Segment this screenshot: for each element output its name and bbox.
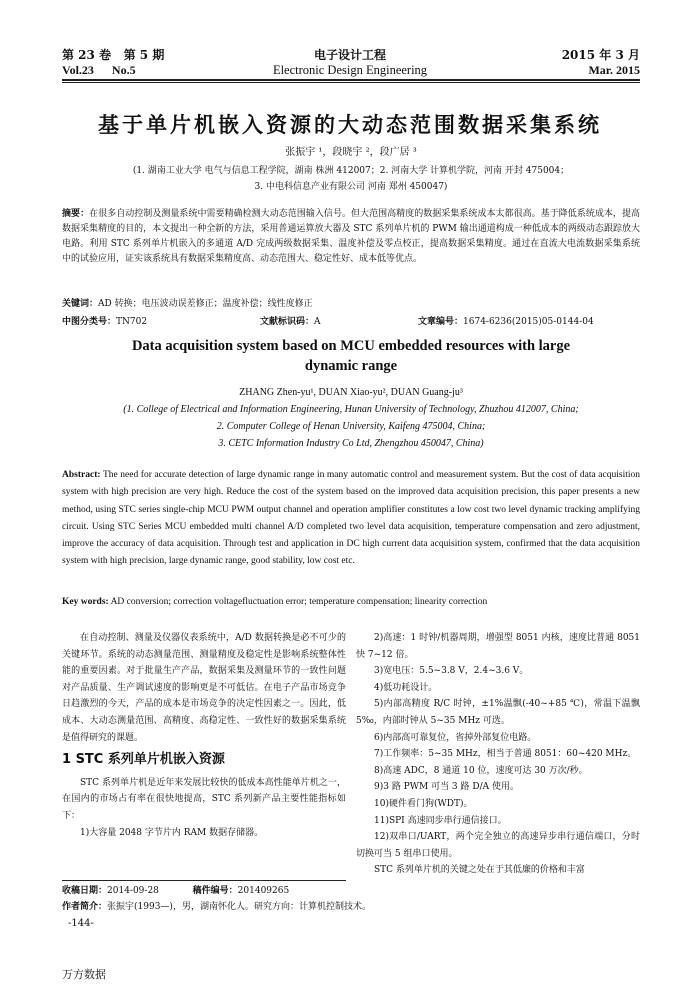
abstract-en-text: The need for accurate detection of large dynamic range in many automatic control and measurement system. But the cost of data acquisition system with high precision are very high. Reduce the cost of the system based on the improved data acquisition precision, this paper presents a new method, using STC series single-chip MCU PWM output channel and operation amplifier constitutes a low cost two level dynamic tracking amplifying circuit. Using STC Series MCU embedded multi channel A/D completed two level data acquisition, temperature compensation and zero adjustment, improve the accuracy of data acquisition. Through test and application in DC high current data acquisition system, confirmed that the data acquisition system with high precision, large dynamic range, good stability, low cost etc. (62, 470, 640, 567)
abstract-en (62, 467, 640, 571)
journal-name-cn: 电子设计工程 (313, 48, 386, 62)
spec-item-11: 11)SPI 高速同步串行通信接口。 (374, 815, 507, 826)
watermark-text: 万方数据 (62, 968, 106, 981)
bio-text: 张振宇(1993—)，男，湖南怀化人。研究方向：计算机控制技术。 (107, 902, 371, 912)
page-number: -144- (68, 918, 94, 929)
header-volume-cn: 第 23 卷 第 5 期 (62, 48, 165, 62)
keywords-cn (62, 297, 640, 312)
right-column (356, 630, 640, 879)
spec-item-9: 9)3 路 PWM 可当 3 路 D/A 使用。 (374, 782, 519, 793)
spec-item-8: 8)高速 ADC，8 通道 10 位，速度可达 30 万次/秒。 (374, 765, 588, 776)
manuscript-no: 201409265 (237, 886, 290, 896)
spec-item-7: 7)工作频率：5~35 MHz，相当于普通 8051：60~420 MHz。 (374, 749, 637, 760)
affiliation-en-3: 3. CETC Information Industry Co Ltd, Zhengzhou 450047, China) (218, 438, 484, 449)
header-rule-thin (62, 82, 640, 83)
header-date-cn: 2015 年 3 月 (561, 48, 640, 62)
header-volume-en: Vol.23 No.5 (62, 63, 136, 77)
intro-paragraph: 在自动控制、测量及仪器仪表系统中，A/D 数据转换是必不可少的关键环节。系统的动态测量范围、测量精度及稳定性是影响系统整体性能的重要因素。对于批量生产产品，数据采集及测量环节的一致性问题对产品质量、生产调试速度的影响更是不可低估。在电子产品市场竞争日趋激烈的今天，产品的成本是市场竞争的决定性因素之一。因此，低成本、大动态测量范围、高精度、高稳定性、一致性好的数据采集系统是值得研究的课题。 (62, 633, 346, 743)
header-date-en: Mar. 2015 (588, 63, 640, 77)
section-1-title: 1 STC 系列单片机嵌入资源 (62, 752, 225, 768)
abstract-en-label: Abstract: (62, 470, 101, 480)
abstract-cn-text: 在很多自动控制及测量系统中需要精确检测大动态范围输入信号。但大范围高精度的数据采集系统成本太都很高。基于降低系统成本，提高数据采集精度的目的，本文提出一种全新的方法，采用普通运算放大器及 STC 系列单片机的 PWM 输出通道构成一种低成本的两级动态跟踪放大电路。利用 STC 系列单片机嵌入的多通道 A/D 完成两级数据采集、温度补偿及零点校正，提高数据采集精度。通过在直流大电流数据采集系统中的试验应用，证实该系统具有数据采集精度高、动态范围大、稳定性好、成本低等优点。 (62, 209, 640, 264)
keywords-en-text: AD conversion; correction voltagefluctuation error; temperature compensation; linearity correction (110, 597, 488, 607)
affiliation-cn-2: 3. 中电科信息产业有限公司 河南 郑州 450047) (254, 182, 448, 192)
abstract-cn-label: 摘要： (62, 209, 90, 219)
spec-item-10: 10)硬件看门狗(WDT)。 (374, 798, 473, 809)
authors-cn: 张振宇 ¹，段晓宇 ²，段广居 ³ (285, 147, 417, 158)
abstract-cn (62, 207, 640, 267)
keywords-en-label: Key words: (62, 597, 109, 607)
article-no-value: 1674-6236(2015)05-0144-04 (463, 317, 594, 327)
spec-item-5: 5)内部高精度 R/C 时钟，±1%温飘(-40~+85 ℃)，常温下温飘 5‰，内部时钟从 5~35 MHz 可选。 (356, 699, 640, 726)
authors-en: ZHANG Zhen-yu¹, DUAN Xiao-yu², DUAN Guang-ju³ (239, 387, 463, 398)
spec-item-12: 12)双串口/UART，两个完全独立的高速异步串行通信端口，分时切换可当 5 组串口使用。 (356, 832, 640, 859)
received-label: 收稿日期： (62, 886, 108, 896)
spec-item-3: 3)宽电压：5.5~3.8 V，2.4~3.6 V。 (374, 666, 529, 677)
affiliation-cn-1: (1. 湖南工业大学 电气与信息工程学院，湖南 株洲 412007；2. 河南大学 计算机学院，河南 开封 475004； (132, 166, 570, 176)
title-en-line-1: Data acquisition system based on MCU embedded resources with large (131, 338, 571, 354)
doc-code-label: 文献标识码： (260, 317, 315, 327)
footnote-bio (62, 900, 640, 915)
section-1-paragraph: STC 系列单片机是近年来发展比较快的低成本高性能单片机之一，在国内的市场占有率在很快地提高，STC 系列新产品主要性能指标如下： (62, 777, 346, 821)
right-column-paragraph: STC 系列单片机的关键之处在于其低廉的价格和丰富 (374, 865, 585, 876)
affiliation-en-2: 2. Computer College of Henan University, Kaifeng 475004, China; (216, 421, 486, 432)
received-date: 2014-09-28 (107, 886, 159, 896)
keywords-en (62, 595, 640, 610)
spec-item-4: 4)低功耗设计。 (374, 682, 438, 693)
left-column (62, 630, 346, 841)
spec-item-6: 6)内部高可靠复位，省掉外部复位电路。 (374, 732, 537, 743)
header-rule (62, 79, 640, 81)
article-no-label: 文章编号： (418, 317, 464, 327)
keywords-cn-text: AD 转换；电压波动误差修正；温度补偿；线性度修正 (98, 299, 313, 309)
manuscript-label: 稿件编号： (192, 886, 238, 896)
title-cn: 基于单片机嵌入资源的大动态范围数据采集系统 (98, 113, 602, 137)
spec-item-2: 2)高速：1 时钟/机器周期，增强型 8051 内核，速度比普通 8051 快 7~12 倍。 (356, 633, 640, 660)
clc-value: TN702 (116, 317, 148, 327)
clc-label: 中图分类号： (62, 317, 117, 327)
keywords-cn-label: 关键词： (62, 299, 99, 309)
journal-name-en: Electronic Design Engineering (272, 63, 428, 77)
footnote-rule (62, 880, 346, 881)
title-en-line-2: dynamic range (304, 358, 398, 374)
footnote-dates (62, 884, 640, 899)
spec-item-1: 1)大容量 2048 字节片内 RAM 数据存储器。 (80, 827, 264, 838)
affiliation-en-1: (1. College of Electrical and Information Engineering, Hunan University of Technology, Zhuzhou 412007, China; (123, 404, 579, 415)
bio-label: 作者简介： (62, 902, 108, 912)
doc-code-value: A (314, 317, 321, 327)
